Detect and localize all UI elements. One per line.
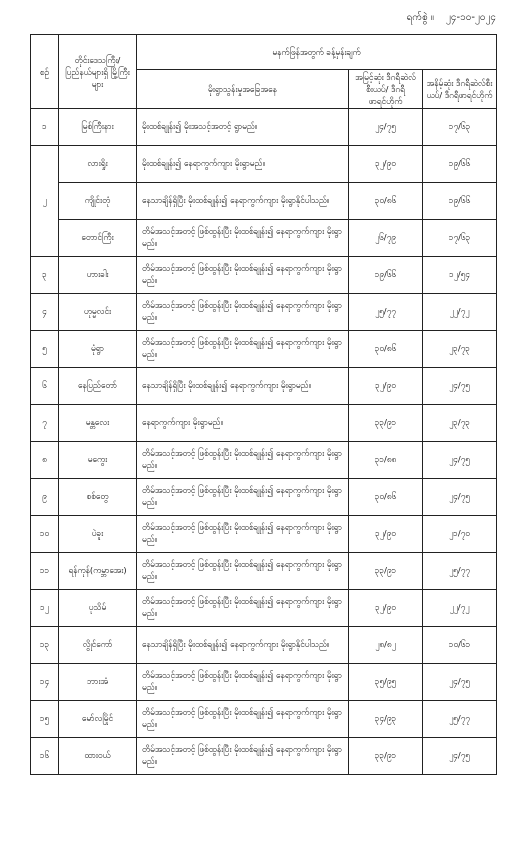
row-min-temp: ၂၃/၇၃: [423, 405, 497, 442]
row-number: ၅: [31, 331, 59, 368]
row-max-temp: ၃၃/၉၁: [349, 738, 423, 775]
col-max-header: အမြင့်ဆုံး ဒီဂရီဆဲလ်စီးယပ်/ ဒီဂရီဖာရင်ဟိုက်: [349, 70, 423, 109]
row-condition: နေသာချိန်ရှိပြီး မိုးထစ်ချုန်း၍ နေရာကွက်ကျား မိုးရွာနိုင်ပါသည်။: [137, 183, 349, 220]
row-number: ၂: [31, 146, 59, 257]
row-city: ရန်ကုန်(ကမ္ဘာအေး): [59, 553, 137, 590]
row-city: ထားဝယ်: [59, 738, 137, 775]
table-row: [31, 220, 497, 257]
row-max-temp: ၂၈/၈၂: [349, 627, 423, 664]
row-city: လွိုင်ကော်: [59, 627, 137, 664]
row-city: ကျိုင်းတုံ: [59, 183, 137, 220]
row-condition: တိမ်အသင့်အတင့် ဖြစ်ထွန်းပြီး မိုးထစ်ချုန်း၍ နေရာကွက်ကျား မိုးရွာမည်။: [137, 553, 349, 590]
col-region-header: တိုင်းဒေသကြီး/ ပြည်နယ်များရှိ မြို့ကြီးများ: [59, 35, 137, 109]
row-min-temp: ၁၂/၅၄: [423, 257, 497, 294]
table-row: [31, 664, 497, 701]
table-row: [31, 368, 497, 405]
date-value: ၂၄-၁၀-၂၀၂၄: [445, 12, 496, 23]
row-min-temp: ၂၂/၇၂: [423, 590, 497, 627]
date-label: ရက်စွဲ ။: [406, 12, 434, 23]
row-min-temp: ၁၇/၆၃: [423, 109, 497, 146]
row-condition: တိမ်အသင့်အတင့် ဖြစ်ထွန်းပြီး မိုးထစ်ချုန်း၍ နေရာကွက်ကျား မိုးရွာမည်။: [137, 516, 349, 553]
table-row: [31, 331, 497, 368]
row-max-temp: ၃၀/၈၆: [349, 183, 423, 220]
row-max-temp: ၂၄/၇၅: [349, 109, 423, 146]
row-number: ၈: [31, 442, 59, 479]
row-max-temp: ၃၃/၉၁: [349, 405, 423, 442]
row-max-temp: ၃၂/၉၀: [349, 516, 423, 553]
row-city: ပဲခူး: [59, 516, 137, 553]
row-condition: နေသာချိန်ရှိပြီး မိုးထစ်ချုန်း၍ နေရာကွက်ကျား မိုးရွာနိုင်ပါသည်။: [137, 627, 349, 664]
row-min-temp: ၂၅/၇၇: [423, 701, 497, 738]
row-condition: နေသာချိန်ရှိပြီး မိုးထစ်ချုန်း၍ နေရာကွက်ကျား မိုးရွာမည်။: [137, 368, 349, 405]
row-max-temp: ၃၂/၉၀: [349, 146, 423, 183]
row-number: ၃: [31, 257, 59, 294]
row-city: မော်လမြိုင်: [59, 701, 137, 738]
table-row: [31, 738, 497, 775]
row-condition: တိမ်အသင့်အတင့် ဖြစ်ထွန်းပြီး မိုးထစ်ချုန်း၍ နေရာကွက်ကျား မိုးရွာမည်။: [137, 220, 349, 257]
row-city: မုံရွာ: [59, 331, 137, 368]
row-max-temp: ၃၀/၈၆: [349, 479, 423, 516]
col-condition-header: မိုးရွာသွန်းမှုအခြေအနေ: [137, 70, 349, 109]
table-row: [31, 553, 497, 590]
row-city: ဘားအံ: [59, 664, 137, 701]
row-condition: တိမ်အသင့်အတင့် ဖြစ်ထွန်းပြီး မိုးထစ်ချုန်း၍ နေရာကွက်ကျား မိုးရွာမည်။: [137, 664, 349, 701]
table-row: [31, 257, 497, 294]
row-max-temp: ၁၉/၆၆: [349, 257, 423, 294]
row-max-temp: ၂၅/၇၇: [349, 294, 423, 331]
row-city: ဟုမ္မလင်း: [59, 294, 137, 331]
row-max-temp: ၃၄/၉၃: [349, 701, 423, 738]
row-number: ၉: [31, 479, 59, 516]
row-condition: တိမ်အသင့်အတင့် ဖြစ်ထွန်းပြီး မိုးထစ်ချုန်း၍ နေရာကွက်ကျား မိုးရွာမည်။: [137, 738, 349, 775]
table-row: [31, 294, 497, 331]
report-date: [407, 10, 496, 25]
table-row: [31, 627, 497, 664]
table-row: [31, 109, 497, 146]
row-city: လားရှိုး: [59, 146, 137, 183]
table-row: [31, 701, 497, 738]
row-max-temp: ၂၆/၇၉: [349, 220, 423, 257]
row-min-temp: ၂၄/၇၅: [423, 479, 497, 516]
row-city: တောင်ကြီး: [59, 220, 137, 257]
row-number: ၁၁: [31, 553, 59, 590]
row-min-temp: ၂၄/၇၅: [423, 442, 497, 479]
row-number: ၁: [31, 109, 59, 146]
row-number: ၆: [31, 368, 59, 405]
row-max-temp: ၃၀/၈၆: [349, 331, 423, 368]
row-max-temp: ၃၅/၉၅: [349, 664, 423, 701]
col-no-header: စဉ်: [31, 35, 59, 109]
row-number: ၇: [31, 405, 59, 442]
row-min-temp: ၂၅/၇၇: [423, 553, 497, 590]
row-number: ၁၀: [31, 516, 59, 553]
row-max-temp: ၃၂/၉၀: [349, 590, 423, 627]
row-number: ၁၂: [31, 590, 59, 627]
row-number: ၁၅: [31, 701, 59, 738]
row-condition: တိမ်အသင့်အတင့် ဖြစ်ထွန်းပြီး မိုးထစ်ချုန်း၍ နေရာကွက်ကျား မိုးရွာမည်။: [137, 479, 349, 516]
forecast-table: [30, 34, 497, 775]
row-city: စစ်တွေ: [59, 479, 137, 516]
row-city: မန္တလေး: [59, 405, 137, 442]
table-row: [31, 479, 497, 516]
row-min-temp: ၂၂/၇၂: [423, 294, 497, 331]
row-min-temp: ၂၁/၇၀: [423, 516, 497, 553]
row-min-temp: ၁၀/၆၁: [423, 627, 497, 664]
row-city: ဟားခါး: [59, 257, 137, 294]
row-condition: တိမ်အသင့်အတင့် ဖြစ်ထွန်းပြီး မိုးထစ်ချုန်း၍ နေရာကွက်ကျား မိုးရွာမည်။: [137, 331, 349, 368]
row-min-temp: ၂၃/၇၃: [423, 331, 497, 368]
row-min-temp: ၂၄/၇၅: [423, 738, 497, 775]
col-forecast-group-header: မနက်ဖြန်အတွက် ခန့်မှန်းချက်: [137, 35, 497, 70]
row-number: ၁၆: [31, 738, 59, 775]
row-condition: မိုးထစ်ချုန်း၍ နေရာကွက်ကျား မိုးရွာမည်။: [137, 146, 349, 183]
row-min-temp: ၁၉/၆၆: [423, 183, 497, 220]
row-condition: တိမ်အသင့်အတင့် ဖြစ်ထွန်းပြီး မိုးထစ်ချုန်း၍ နေရာကွက်ကျား မိုးရွာမည်။: [137, 294, 349, 331]
row-max-temp: ၃၁/၈၈: [349, 442, 423, 479]
col-min-header: အနိမ့်ဆုံး ဒီဂရီဆဲလ်စီးယပ်/ ဒီဂရီဖာရင်ဟိုက်: [423, 70, 497, 109]
row-condition: မိုးထစ်ချုန်း၍ မိုးအသင့်အတင့် ရွာမည်။: [137, 109, 349, 146]
row-condition: နေရာကွက်ကျား မိုးရွာမည်။: [137, 405, 349, 442]
table-row: [31, 442, 497, 479]
row-number: ၄: [31, 294, 59, 331]
row-city: နေပြည်တော်: [59, 368, 137, 405]
row-city: မကွေး: [59, 442, 137, 479]
table-row: [31, 183, 497, 220]
row-number: ၁၄: [31, 664, 59, 701]
row-min-temp: ၁၉/၆၆: [423, 146, 497, 183]
header-row-top: [31, 35, 497, 70]
row-min-temp: ၁၇/၆၃: [423, 220, 497, 257]
row-max-temp: ၃၃/၉၁: [349, 553, 423, 590]
row-city: မြစ်ကြီးနား: [59, 109, 137, 146]
row-max-temp: ၃၂/၉၀: [349, 368, 423, 405]
row-number: ၁၃: [31, 627, 59, 664]
row-condition: တိမ်အသင့်အတင့် ဖြစ်ထွန်းပြီး မိုးထစ်ချုန်း၍ နေရာကွက်ကျား မိုးရွာမည်။: [137, 442, 349, 479]
row-condition: တိမ်အသင့်အတင့် ဖြစ်ထွန်းပြီး မိုးထစ်ချုန်း၍ နေရာကွက်ကျား မိုးရွာမည်။: [137, 257, 349, 294]
table-row: [31, 146, 497, 183]
row-min-temp: ၂၄/၇၅: [423, 664, 497, 701]
row-condition: တိမ်အသင့်အတင့် ဖြစ်ထွန်းပြီး မိုးထစ်ချုန်း၍ နေရာကွက်ကျား မိုးရွာမည်။: [137, 701, 349, 738]
row-city: ပုသိမ်: [59, 590, 137, 627]
table-row: [31, 590, 497, 627]
table-row: [31, 405, 497, 442]
row-min-temp: ၂၄/၇၅: [423, 368, 497, 405]
table-row: [31, 516, 497, 553]
row-condition: တိမ်အသင့်အတင့် ဖြစ်ထွန်းပြီး မိုးထစ်ချုန်း၍ နေရာကွက်ကျား မိုးရွာမည်။: [137, 590, 349, 627]
